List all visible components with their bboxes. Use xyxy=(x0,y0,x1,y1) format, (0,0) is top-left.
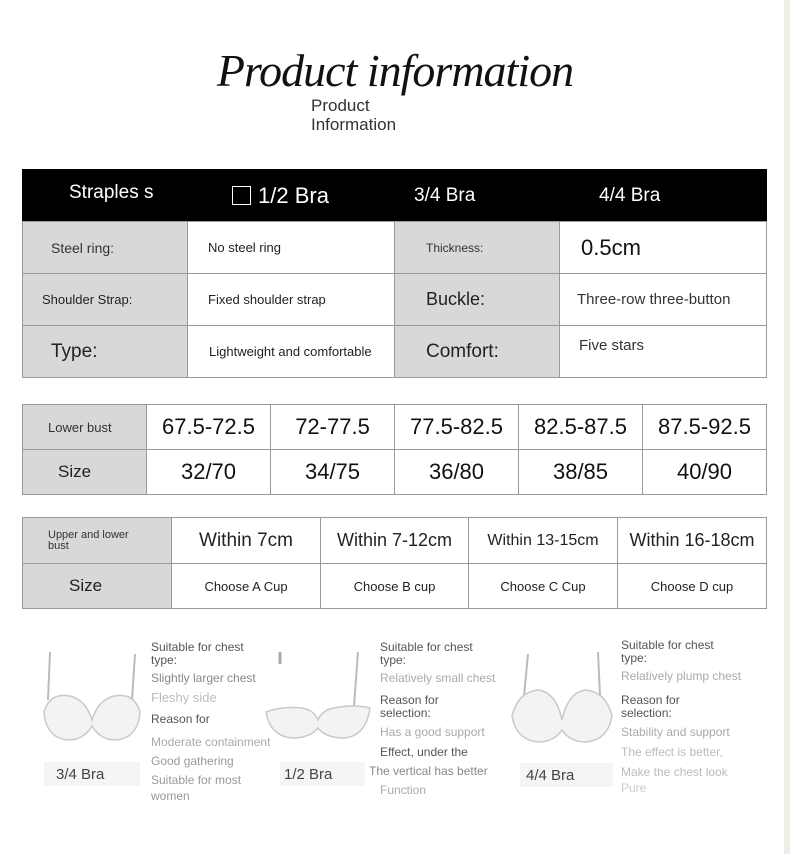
range-value: Within 13-15cm xyxy=(487,531,599,549)
range-value: Within 16-18cm xyxy=(629,530,755,550)
reason-item: women xyxy=(151,789,190,803)
page-subtitle xyxy=(311,96,396,134)
comfort-label xyxy=(395,326,560,378)
reason-item: Suitable for most xyxy=(151,773,242,787)
lower-bust-cell xyxy=(271,405,395,450)
spec-table xyxy=(22,221,767,378)
reason-item: Make the chest look xyxy=(621,765,728,779)
buckle-label-text: Buckle: xyxy=(426,289,486,309)
reason-item: Moderate containment xyxy=(151,735,271,749)
bra-label-half xyxy=(280,762,365,786)
cup-cell xyxy=(469,564,618,609)
lower-bust-cell xyxy=(147,405,271,450)
subtitle-line-2: Information xyxy=(311,115,397,134)
cup-cell xyxy=(172,564,321,609)
cup-size-label-text: Size xyxy=(69,576,103,595)
range-cell xyxy=(321,518,469,564)
style-full-bra: 4/4 Bra xyxy=(599,184,661,206)
shoulder-strap-label xyxy=(23,274,188,326)
steel-ring-label xyxy=(23,222,188,274)
size-cell xyxy=(395,450,519,495)
page-title: Product information xyxy=(216,45,574,96)
three-quarter-bra-illustration xyxy=(40,650,145,745)
lower-bust-cell xyxy=(519,405,643,450)
size-value: 40/90 xyxy=(676,459,733,484)
half-bra-illustration xyxy=(262,650,374,745)
type-label-text: Type: xyxy=(51,340,98,362)
reason-item: The vertical has better xyxy=(369,764,488,778)
size-cell xyxy=(271,450,395,495)
reason-title: Reason for selection: xyxy=(621,693,680,720)
steel-ring-label-text: Steel ring: xyxy=(51,239,115,256)
size-label xyxy=(23,450,147,495)
style-half-label: 1/2 Bra xyxy=(258,182,329,208)
cup-table xyxy=(22,517,767,609)
suit-item: Relatively plump chest xyxy=(621,669,742,683)
subtitle-line-1: Product xyxy=(311,96,370,115)
type-label xyxy=(23,326,188,378)
reason-item: Effect, under the xyxy=(380,745,468,759)
bra-label-text: 3/4 Bra xyxy=(56,765,105,783)
cup-cell xyxy=(321,564,469,609)
shoulder-strap-label-text: Shoulder Strap: xyxy=(42,292,133,307)
bra-desc-half xyxy=(369,640,515,797)
lower-bust-label-text: Lower bust xyxy=(48,419,112,435)
suit-item: Slightly larger chest xyxy=(151,671,256,685)
size-table xyxy=(22,404,767,495)
range-value: Within 7-12cm xyxy=(336,530,453,550)
lower-bust-value: 87.5-92.5 xyxy=(658,414,751,439)
range-cell xyxy=(172,518,321,564)
reason-item: Good gathering xyxy=(151,754,234,768)
cup-value: Choose A Cup xyxy=(204,578,288,594)
type-value xyxy=(188,326,395,378)
range-cell xyxy=(469,518,618,564)
size-value: 32/70 xyxy=(180,459,237,484)
buckle-label xyxy=(395,274,560,326)
lower-bust-value: 72-77.5 xyxy=(295,414,370,439)
suit-title: Suitable for chest type: xyxy=(621,638,714,665)
cup-value: Choose B cup xyxy=(353,578,436,594)
style-strapless: Straples s xyxy=(69,182,154,203)
comfort-label-text: Comfort: xyxy=(426,340,499,362)
bra-label-full xyxy=(520,763,613,787)
size-cell xyxy=(519,450,643,495)
lower-bust-cell xyxy=(643,405,767,450)
cup-size-label xyxy=(23,564,172,609)
range-cell xyxy=(618,518,767,564)
size-label-text: Size xyxy=(58,462,92,481)
bra-label-text: 4/4 Bra xyxy=(526,766,575,784)
style-header-bar xyxy=(22,169,767,222)
thickness-value-text: 0.5cm xyxy=(581,234,641,260)
full-bra-illustration xyxy=(508,650,616,745)
bust-difference-label xyxy=(23,518,172,564)
style-three-quarter-bra: 3/4 Bra xyxy=(414,184,476,206)
reason-title: Reason for selection: xyxy=(380,693,439,720)
checkbox-square-icon xyxy=(232,186,251,205)
size-value: 34/75 xyxy=(304,459,361,484)
shoulder-strap-value xyxy=(188,274,395,326)
suit-title: Suitable for chest type: xyxy=(151,640,244,667)
buckle-value-text: Three-row three-button xyxy=(577,291,731,308)
suit-item: Relatively small chest xyxy=(380,671,496,685)
thickness-value xyxy=(560,222,767,274)
bra-desc-full xyxy=(621,639,761,795)
shoulder-strap-value-text: Fixed shoulder strap xyxy=(208,292,326,307)
suit-item: Fleshy side xyxy=(151,690,217,705)
bra-label-text: 1/2 Bra xyxy=(284,765,333,783)
comfort-value xyxy=(560,326,767,378)
lower-bust-value: 77.5-82.5 xyxy=(410,414,503,439)
size-cell xyxy=(643,450,767,495)
cup-cell xyxy=(618,564,767,609)
reason-item: The effect is better, xyxy=(621,745,723,759)
bra-label-three-quarter xyxy=(44,762,140,786)
lower-bust-label xyxy=(23,405,147,450)
thickness-label-text: Thickness: xyxy=(426,240,484,255)
size-value: 38/85 xyxy=(552,459,609,484)
reason-item: Stability and support xyxy=(621,725,730,739)
thickness-label xyxy=(395,222,560,274)
reason-item: Function xyxy=(380,783,427,797)
lower-bust-cell xyxy=(395,405,519,450)
cup-value: Choose D cup xyxy=(650,578,734,594)
steel-ring-value-text: No steel ring xyxy=(208,240,281,255)
bust-difference-label-text: Upper and lower bust xyxy=(48,528,129,552)
size-cell xyxy=(147,450,271,495)
lower-bust-value: 67.5-72.5 xyxy=(162,414,255,439)
cup-value: Choose C Cup xyxy=(500,578,586,594)
comfort-value-text: Five stars xyxy=(579,337,645,354)
type-value-text: Lightweight and comfortable xyxy=(209,344,372,359)
size-value: 36/80 xyxy=(428,459,485,484)
right-edge-strip xyxy=(784,0,790,854)
reason-title: Reason for xyxy=(151,712,210,726)
style-half-bra xyxy=(232,169,329,222)
buckle-value xyxy=(560,274,767,326)
range-value: Within 7cm xyxy=(199,529,293,551)
reason-item: Has a good support xyxy=(380,725,485,739)
reason-item: Pure xyxy=(621,781,647,795)
steel-ring-value xyxy=(188,222,395,274)
lower-bust-value: 82.5-87.5 xyxy=(534,414,627,439)
suit-title: Suitable for chest type: xyxy=(380,640,473,667)
